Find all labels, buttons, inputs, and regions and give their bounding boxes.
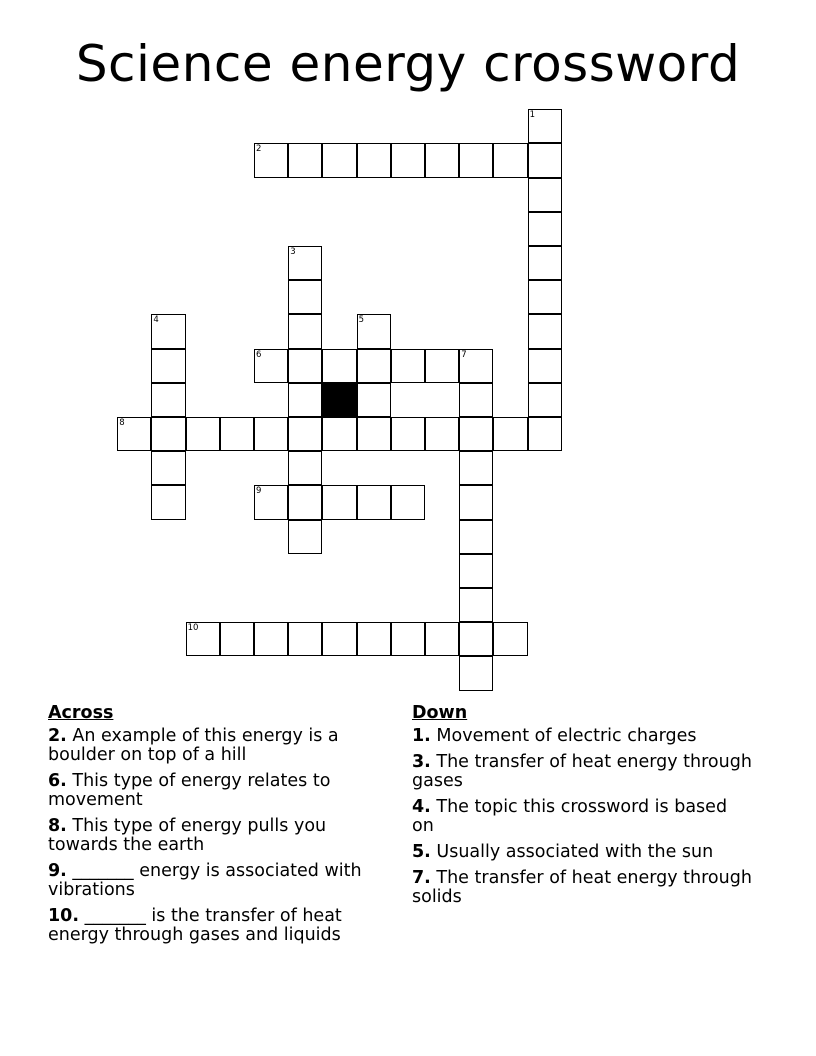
clue-text: Usually associated with the sun — [436, 842, 714, 862]
grid-cell[interactable] — [425, 349, 459, 383]
grid-cell[interactable] — [459, 383, 493, 417]
down-heading: Down — [412, 703, 468, 723]
clue-text: This type of energy pulls you towards the earth — [48, 816, 327, 855]
grid-cell[interactable] — [288, 417, 322, 451]
grid-cell[interactable] — [288, 451, 322, 485]
clue-down-7 — [412, 869, 752, 907]
cell-number: 5 — [358, 315, 365, 326]
clue-across-6 — [48, 772, 393, 810]
grid-cell[interactable] — [425, 143, 459, 177]
cell-number: 10 — [187, 623, 199, 634]
clue-number: 5. — [412, 842, 431, 862]
grid-cell[interactable] — [391, 143, 425, 177]
cell-number: 2 — [256, 144, 262, 155]
clue-down-4 — [412, 798, 752, 836]
cell-number: 1 — [529, 110, 536, 121]
grid-cell[interactable] — [254, 622, 288, 656]
grid-cell[interactable] — [220, 417, 254, 451]
grid-cell[interactable] — [117, 417, 151, 451]
grid-cell[interactable] — [459, 143, 493, 177]
grid-cell[interactable] — [528, 417, 562, 451]
cell-number: 3 — [290, 247, 296, 257]
grid-cell[interactable] — [391, 417, 425, 451]
grid-cell[interactable] — [288, 622, 322, 656]
clue-down-5 — [412, 843, 752, 862]
grid-cell[interactable] — [322, 417, 356, 451]
grid-cell[interactable] — [151, 349, 185, 383]
clue-text: _______ is the transfer of heat energy through gases and liquids — [48, 906, 342, 945]
grid-cell[interactable] — [391, 485, 425, 519]
clue-text: This type of energy relates to movement — [48, 771, 331, 810]
grid-cell[interactable] — [425, 622, 459, 656]
grid-cell[interactable] — [288, 520, 322, 554]
grid-cell[interactable] — [322, 349, 356, 383]
grid-cell[interactable] — [459, 349, 493, 383]
grid-cell[interactable] — [357, 417, 391, 451]
cell-number: 4 — [153, 315, 159, 326]
grid-cell[interactable] — [357, 383, 391, 417]
grid-block — [322, 383, 356, 417]
clue-number: 10. — [48, 906, 80, 926]
cell-number: 9 — [256, 486, 262, 497]
grid-cell[interactable] — [528, 109, 562, 143]
grid-cell[interactable] — [459, 622, 493, 656]
grid-cell[interactable] — [528, 349, 562, 383]
clue-down-1 — [412, 727, 752, 746]
grid-cell[interactable] — [528, 280, 562, 314]
grid-cell[interactable] — [186, 417, 220, 451]
clue-across-2 — [48, 727, 393, 765]
down-clues — [412, 704, 752, 914]
grid-cell[interactable] — [391, 349, 425, 383]
grid-cell[interactable] — [322, 622, 356, 656]
grid-cell[interactable] — [528, 178, 562, 212]
grid-cell[interactable] — [151, 383, 185, 417]
clue-number: 4. — [412, 797, 431, 817]
grid-cell[interactable] — [459, 520, 493, 554]
clue-text: Movement of electric charges — [436, 726, 697, 746]
clue-across-9 — [48, 862, 393, 900]
grid-cell[interactable] — [254, 485, 288, 519]
grid-cell[interactable] — [357, 622, 391, 656]
grid-cell[interactable] — [151, 314, 185, 348]
grid-cell[interactable] — [288, 383, 322, 417]
grid-cell[interactable] — [391, 622, 425, 656]
grid-cell[interactable] — [459, 485, 493, 519]
clue-text: _______ energy is associated with vibrations — [48, 861, 362, 900]
grid-cell[interactable] — [459, 417, 493, 451]
clue-text: An example of this energy is a boulder on top of a hill — [48, 726, 339, 765]
grid-cell[interactable] — [528, 246, 562, 280]
grid-cell[interactable] — [254, 417, 288, 451]
grid-cell[interactable] — [357, 349, 391, 383]
across-heading: Across — [48, 703, 114, 723]
cell-number: 8 — [119, 418, 125, 428]
clue-across-10 — [48, 907, 393, 945]
grid-cell[interactable] — [151, 485, 185, 519]
grid-cell[interactable] — [220, 622, 254, 656]
grid-cell[interactable] — [288, 485, 322, 519]
clue-number: 1. — [412, 726, 431, 746]
grid-cell[interactable] — [459, 554, 493, 588]
grid-cell[interactable] — [288, 246, 322, 280]
grid-cell[interactable] — [425, 417, 459, 451]
clue-number: 8. — [48, 816, 67, 836]
grid-cell[interactable] — [288, 143, 322, 177]
grid-cell[interactable] — [357, 314, 391, 348]
across-clues — [48, 704, 393, 952]
grid-cell[interactable] — [357, 143, 391, 177]
clue-text: The transfer of heat energy through solids — [412, 868, 752, 907]
grid-cell[interactable] — [493, 417, 527, 451]
grid-cell[interactable] — [459, 451, 493, 485]
grid-cell[interactable] — [493, 143, 527, 177]
clue-across-8 — [48, 817, 393, 855]
grid-cell[interactable] — [288, 314, 322, 348]
grid-cell[interactable] — [186, 622, 220, 656]
grid-cell[interactable] — [322, 485, 356, 519]
clue-number: 2. — [48, 726, 67, 746]
grid-cell[interactable] — [288, 280, 322, 314]
grid-cell[interactable] — [288, 349, 322, 383]
grid-cell[interactable] — [528, 212, 562, 246]
clue-text: The transfer of heat energy through gases — [412, 752, 752, 791]
grid-cell[interactable] — [459, 588, 493, 622]
cell-number: 6 — [256, 349, 262, 360]
clue-down-3 — [412, 753, 752, 791]
clue-text: The topic this crossword is based on — [412, 797, 728, 836]
grid-cell[interactable] — [459, 656, 493, 690]
grid-cell[interactable] — [528, 383, 562, 417]
cell-number: 7 — [461, 349, 467, 360]
grid-cell[interactable] — [493, 622, 527, 656]
grid-cell[interactable] — [322, 143, 356, 177]
clue-number: 3. — [412, 752, 431, 772]
grid-cell[interactable] — [528, 143, 562, 177]
grid-cell[interactable] — [254, 349, 288, 383]
grid-cell[interactable] — [357, 485, 391, 519]
grid-cell[interactable] — [151, 451, 185, 485]
grid-cell[interactable] — [151, 417, 185, 451]
clue-number: 6. — [48, 771, 67, 791]
page-title: Science energy crossword — [75, 35, 741, 93]
grid-cell[interactable] — [528, 314, 562, 348]
grid-cell[interactable] — [254, 143, 288, 177]
clue-number: 7. — [412, 868, 431, 888]
clue-number: 9. — [48, 861, 67, 881]
